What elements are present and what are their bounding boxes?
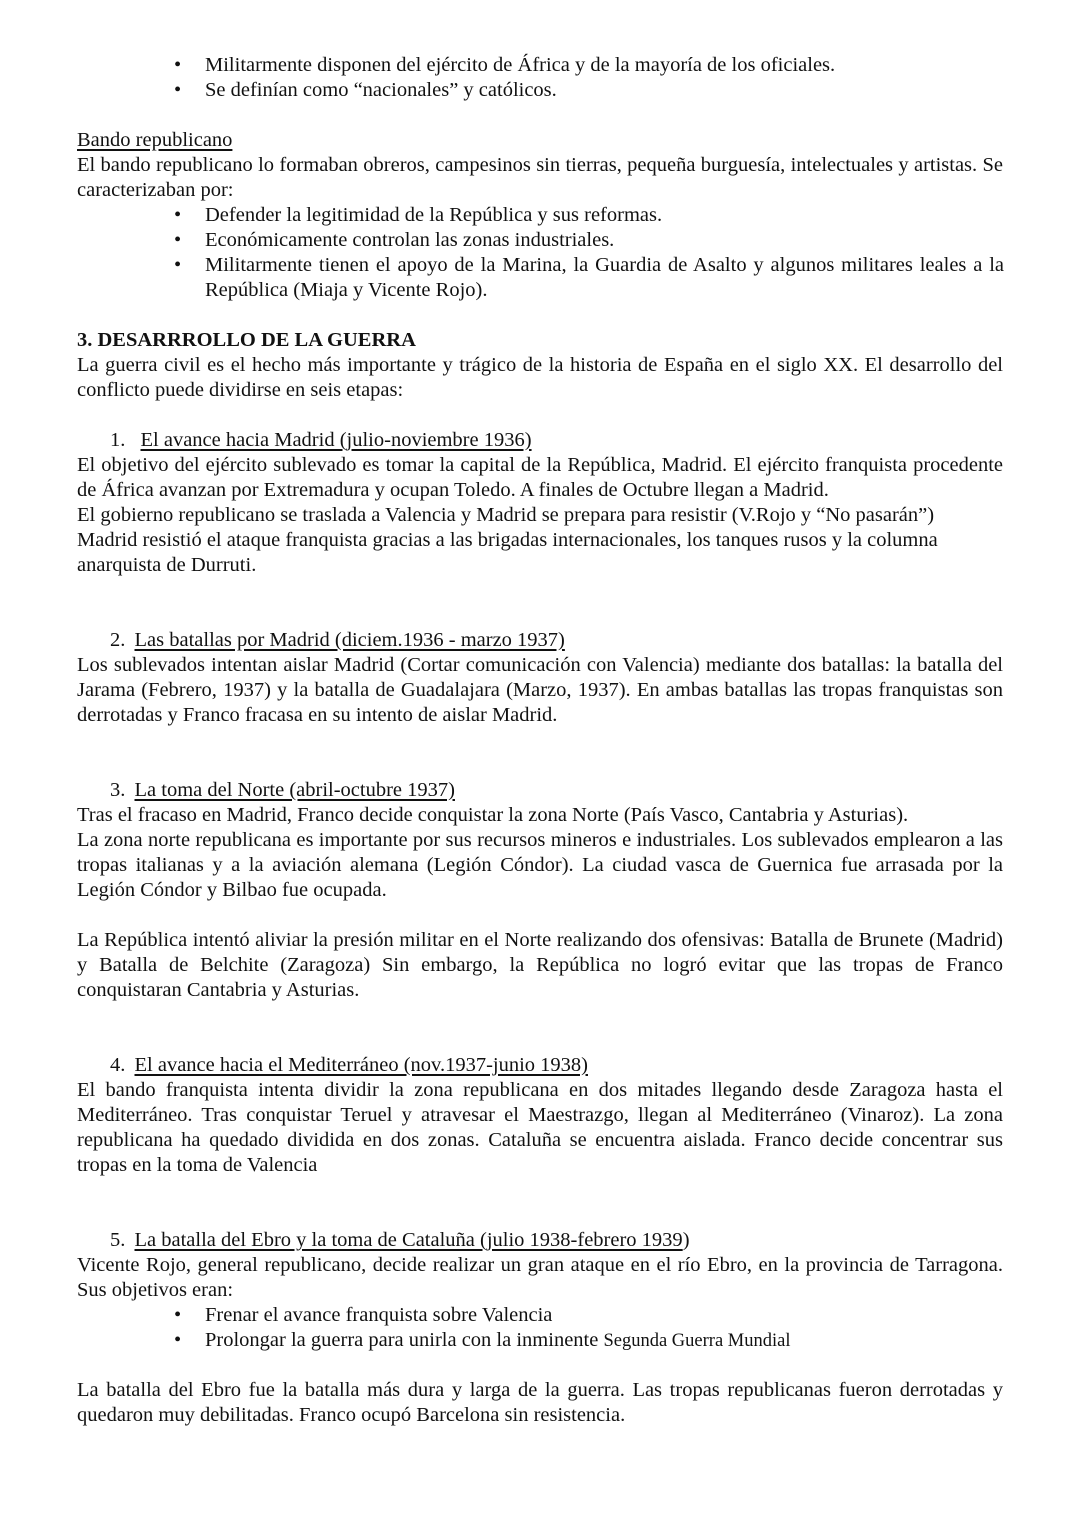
- stage-text: Los sublevados intentan aislar Madrid (Cortar comunicación con Valencia) mediante dos batallas: la batalla del Jarama (Febrero, 1937) y la batalla de Guadalajara (Marzo, 1937). En ambas batallas las tropas franquistas son derrotadas y Franco fracasa en su intento de aislar Madrid.: [77, 654, 1003, 726]
- stage-number: 5.: [110, 1229, 126, 1251]
- bullet-text: Se definían como “nacionales” y católicos.: [205, 79, 557, 101]
- stage-number: 4.: [110, 1054, 126, 1076]
- bullet-dot: •: [174, 1304, 182, 1326]
- bullet-dot: •: [174, 229, 182, 251]
- bullet-text: Frenar el avance franquista sobre Valencia: [205, 1304, 553, 1326]
- stage-title: La toma del Norte (abril-octubre 1937): [134, 779, 455, 801]
- stage-text: Madrid resistió el ataque franquista gracias a las brigadas internacionales, los tanques rusos y la columna anarquista de Durruti.: [77, 529, 938, 576]
- stage-title: El avance hacia Madrid (julio-noviembre 1936): [140, 429, 532, 451]
- stage-title: El avance hacia el Mediterráneo (nov.1937-junio 1938): [134, 1054, 588, 1076]
- bullet-dot: •: [174, 254, 182, 276]
- paragraph-republicano: El bando republicano lo formaban obreros, campesinos sin tierras, pequeña burguesía, intelectuales y artistas. Se caracterizaban por:: [77, 154, 1003, 201]
- bullet-item: [174, 203, 1004, 228]
- stage-title-end: ): [682, 1229, 690, 1251]
- bullet-text: Defender la legitimidad de la República y sus reformas.: [205, 204, 663, 226]
- stage-text: El bando franquista intenta dividir la zona republicana en dos mitades llegando desde Zaragoza hasta el Mediterráneo. Tras conquistar Teruel y atravesar el Maestrazgo, llegan al Mediterráneo (Vinaroz). La zona republicana ha quedado dividida en dos zonas. Cataluña se encuentra aislada. Franco decide concentrar sus tropas en la toma de Valencia: [77, 1079, 1003, 1176]
- stage-heading: [110, 1053, 588, 1078]
- stage-heading: [110, 428, 532, 453]
- bullet-item: [174, 53, 1004, 78]
- closing-text: La batalla del Ebro fue la batalla más dura y larga de la guerra. Las tropas republicanas fueron derrotadas y quedaron muy debilitadas. Franco ocupó Barcelona sin resistencia.: [77, 1379, 1003, 1426]
- bullet-dot: •: [174, 204, 182, 226]
- stage-title: La batalla del Ebro y la toma de Cataluña (julio 1938-febrero 1939: [134, 1229, 683, 1251]
- stage-text: La República intentó aliviar la presión militar en el Norte realizando dos ofensivas: Batalla de Brunete (Madrid) y Batalla de Belchite (Zaragoza) Sin embargo, la República no logró evitar que las tropas de Franco conquistaran Cantabria y Asturias.: [77, 929, 1003, 1001]
- bullet-item: [174, 78, 1004, 103]
- bullet-item: [174, 253, 1004, 303]
- bullet-text: Militarmente disponen del ejército de África y de la mayoría de los oficiales.: [205, 54, 836, 76]
- subheading-republicano: Bando republicano: [77, 129, 233, 151]
- section-title: 3. DESARRROLLO DE LA GUERRA: [77, 329, 416, 351]
- stage-text: El gobierno republicano se traslada a Valencia y Madrid se prepara para resistir (V.Rojo y “No pasarán”): [77, 504, 935, 526]
- bullet-item: [174, 1303, 1004, 1328]
- bullet-item: [174, 1328, 1004, 1354]
- stage-title: Las batallas por Madrid (diciem.1936 - marzo 1937): [134, 629, 565, 651]
- stage-text: El objetivo del ejército sublevado es tomar la capital de la República, Madrid. El ejército franquista procedente de África avanzan por Extremadura y ocupan Toledo. A finales de Octubre llegan a Madrid.: [77, 454, 1003, 501]
- stage-text: La zona norte republicana es importante por sus recursos mineros e industriales. Los sublevados emplearon a las tropas italianas y a la aviación alemana (Legión Cóndor). La ciudad vasca de Guernica fue arrasada por la Legión Cóndor y Bilbao fue ocupada.: [77, 829, 1003, 901]
- bullet-text: Económicamente controlan las zonas industriales.: [205, 229, 615, 251]
- bullet-dot: •: [174, 79, 182, 101]
- stage-heading: [110, 628, 565, 653]
- stage-heading: [110, 778, 455, 803]
- stage-text: Vicente Rojo, general republicano, decide realizar un gran ataque en el río Ebro, en la provincia de Tarragona. Sus objetivos eran:: [77, 1254, 1003, 1301]
- section-intro: La guerra civil es el hecho más importante y trágico de la historia de España en el siglo XX. El desarrollo del conflicto puede dividirse en seis etapas:: [77, 354, 1003, 401]
- stage-number: 3.: [110, 779, 126, 801]
- bullet-text: Militarmente tienen el apoyo de la Marina, la Guardia de Asalto y algunos militares leales a la República (Miaja y Vicente Rojo).: [205, 254, 1004, 301]
- bullet-dot: •: [174, 54, 182, 76]
- stage-number: 2.: [110, 629, 126, 651]
- stage-heading: [110, 1228, 690, 1253]
- bullet-dot: •: [174, 1329, 182, 1351]
- stage-text: Tras el fracaso en Madrid, Franco decide conquistar la zona Norte (País Vasco, Cantabria y Asturias).: [77, 804, 909, 826]
- bullet-item: [174, 228, 1004, 253]
- stage-number: 1.: [110, 429, 126, 451]
- bullet-text: Prolongar la guerra para unirla con la inminente Segunda Guerra Mundial: [205, 1329, 791, 1351]
